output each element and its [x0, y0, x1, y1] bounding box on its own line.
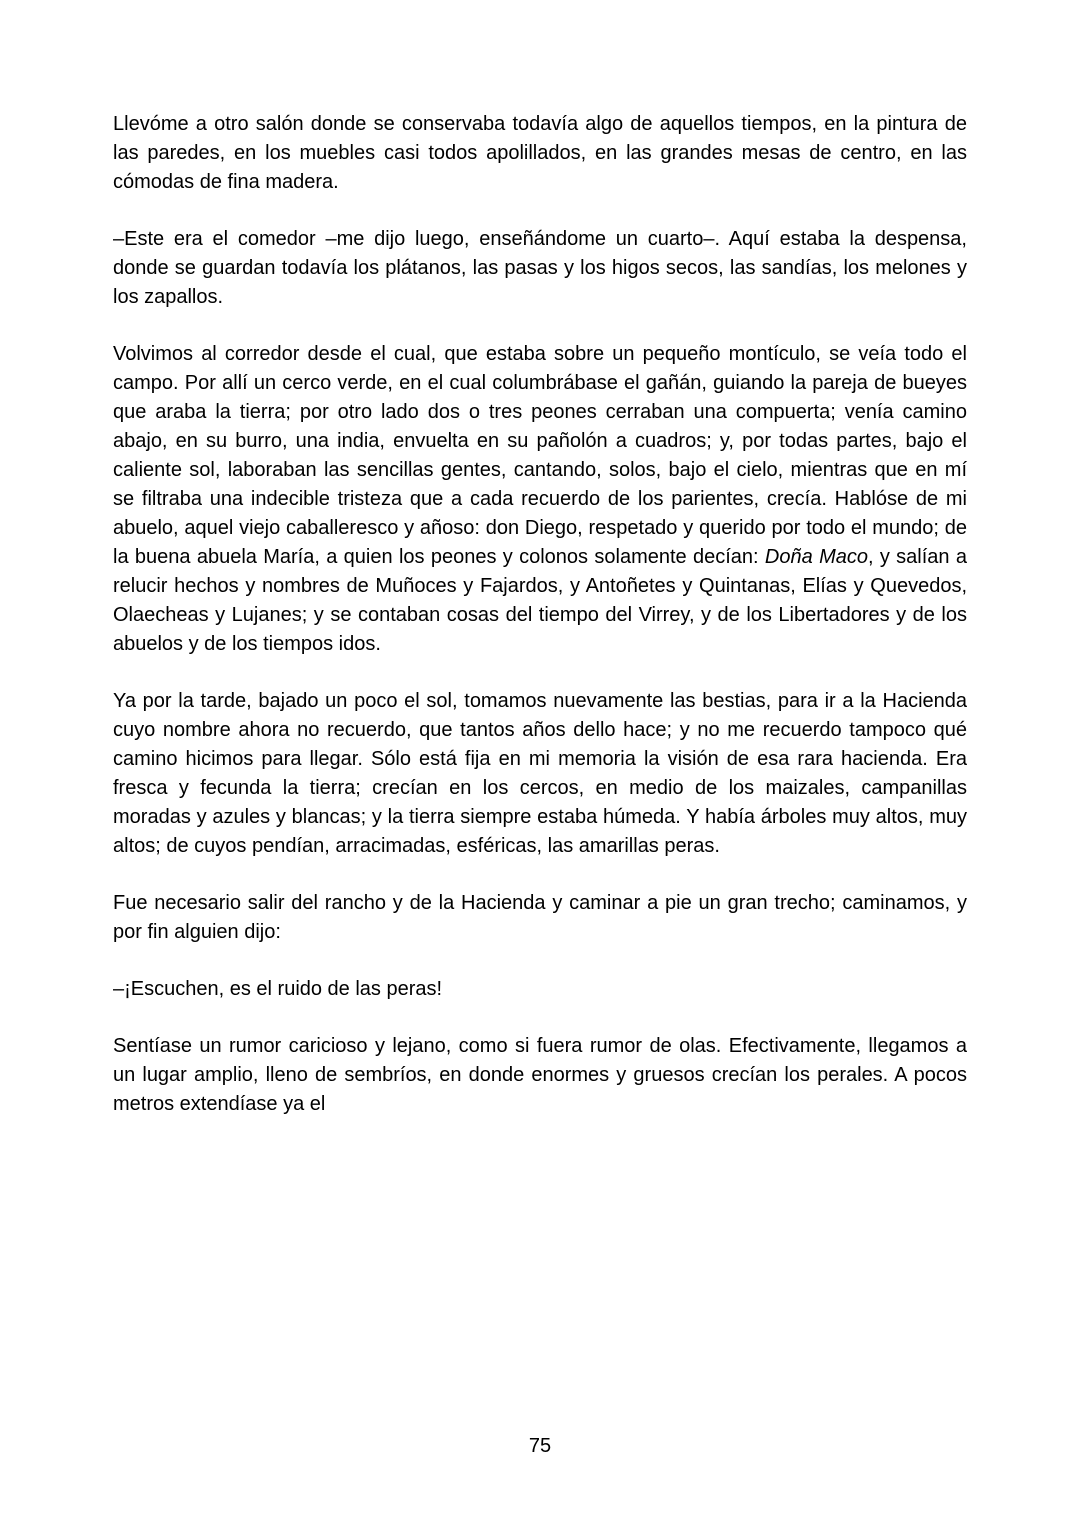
paragraph-text: –¡Escuchen, es el ruido de las peras!: [113, 978, 443, 1000]
paragraph-text: –Este era el comedor –me dijo luego, enseñándome un cuarto–. Aquí estaba la despensa, donde se guardan todavía los plátanos, las pasas y los higos secos, las sandías, los melones y los zapallos.: [113, 228, 967, 308]
paragraph-text: Llevóme a otro salón donde se conservaba todavía algo de aquellos tiempos, en la pintura de las paredes, en los muebles casi todos apolillados, en las grandes mesas de centro, en las cómodas de fina madera.: [113, 113, 967, 193]
paragraph-text-italic: Doña Maco: [764, 546, 868, 568]
paragraph: [113, 110, 967, 197]
paragraph: [113, 687, 967, 861]
page-body: [113, 110, 967, 1119]
paragraph-text: Ya por la tarde, bajado un poco el sol, tomamos nuevamente las bestias, para ir a la Hacienda cuyo nombre ahora no recuerdo, que tantos años dello hace; y no me recuerdo tampoco qué camino hicimos para llegar. Sólo está fija en mi memoria la visión de esa rara hacienda. Era fresca y fecunda la tierra; crecían en los cercos, en medio de los maizales, campanillas moradas y azules y blancas; y la tierra siempre estaba húmeda. Y había árboles muy altos, muy altos; de cuyos pendían, arracimadas, esféricas, las amarillas peras.: [113, 690, 967, 857]
paragraph: [113, 975, 967, 1004]
paragraph: [113, 1032, 967, 1119]
paragraph-text: Volvimos al corredor desde el cual, que estaba sobre un pequeño montículo, se veía todo el campo. Por allí un cerco verde, en el cual columbrábase el gañán, guiando la pareja de bueyes que araba la tierra; por otro lado dos o tres peones cerraban una compuerta; venía camino abajo, en su burro, una india, envuelta en su pañolón a cuadros; y, por todas partes, bajo el caliente sol, laboraban las sencillas gentes, cantando, solos, bajo el cielo, mientras que en mí se filtraba una indecible tristeza que a cada recuerdo de los parientes, crecía. Hablóse de mi abuelo, aquel viejo caballeresco y añoso: don Diego, respetado y querido por todo el mundo; de la buena abuela María, a quien los peones y colonos solamente decían:: [113, 343, 967, 568]
paragraph-text: , y salían a relucir hechos y nombres de Muñoces y Fajardos, y Antoñetes y Quintanas, Elías y Quevedos, Olaecheas y Lujanes; y se contaban cosas del tiempo del Virrey, y de los Libertadores y de los abuelos y de los tiempos idos.: [113, 546, 968, 655]
paragraph: [113, 225, 967, 312]
paragraph-text: Sentíase un rumor caricioso y lejano, como si fuera rumor de olas. Efectivamente, llegamos a un lugar amplio, lleno de sembríos, en donde enormes y gruesos crecían los perales. A pocos metros extendíase ya el: [113, 1035, 967, 1115]
page-number: 75: [528, 1435, 552, 1457]
paragraph-text: Fue necesario salir del rancho y de la Hacienda y caminar a pie un gran trecho; caminamos, y por fin alguien dijo:: [113, 892, 967, 943]
paragraph: [113, 340, 967, 659]
paragraph: [113, 889, 967, 947]
